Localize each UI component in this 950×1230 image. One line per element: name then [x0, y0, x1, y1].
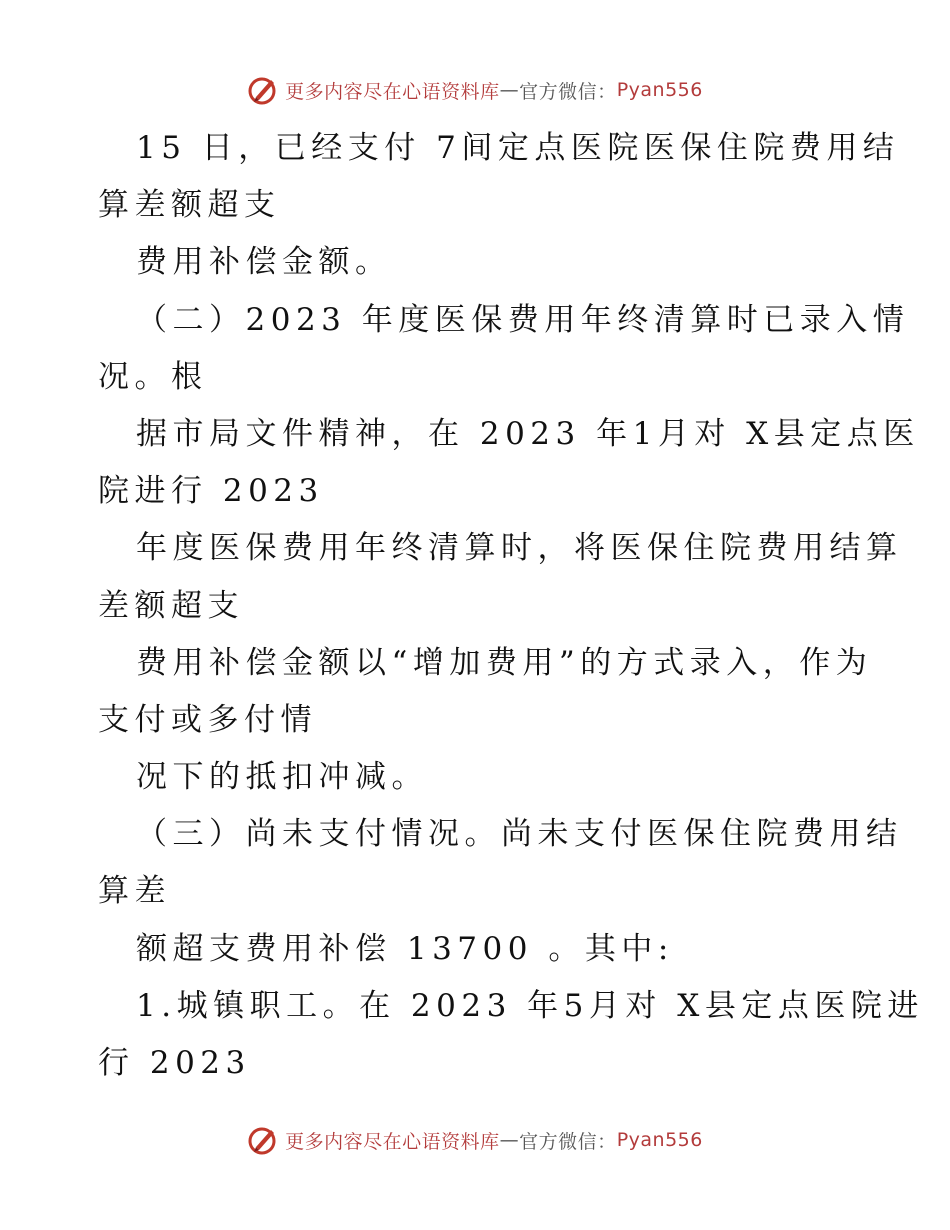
- text-line: 行 2023: [98, 1045, 251, 1081]
- text-line: 费用补偿金额。: [136, 244, 392, 281]
- text-line: 算差: [98, 873, 171, 910]
- banner-sub-text: 官方微信：: [519, 80, 617, 103]
- banner-main-text: 更多内容尽在心语资料库: [285, 80, 500, 103]
- text-line: 况下的抵扣冲减。: [136, 759, 428, 796]
- text-line: 额超支费用补偿 13700 。其中:: [136, 930, 674, 967]
- banner-dash: —: [499, 1129, 520, 1151]
- banner-dash: —: [499, 79, 520, 101]
- document-body: [98, 120, 924, 1092]
- text-line: 支付或多付情: [98, 701, 317, 738]
- text-line: 院进行 2023: [98, 473, 324, 510]
- text-line: 1.城镇职工。在 2023 年5月对 X县定点医院进: [136, 987, 924, 1024]
- banner-wechat-id: Pyan556: [616, 1129, 703, 1151]
- banner-sub-text: 官方微信：: [519, 1130, 617, 1153]
- text-line: 年度医保费用年终清算时，将医保住院费用结算: [136, 530, 903, 567]
- text-line: 费用补偿金额以“增加费用”的方式录入，作为: [136, 644, 873, 681]
- pen-logo-icon: [247, 74, 279, 106]
- text-line: 差额超支: [98, 587, 244, 624]
- text-line: 算差额超支: [98, 187, 281, 224]
- text-line: （二）2023 年度医保费用年终清算时已录入情: [136, 301, 910, 338]
- footer-watermark-banner: [0, 1120, 950, 1160]
- text-line: 况。根: [98, 358, 208, 395]
- banner-main-text: 更多内容尽在心语资料库: [285, 1130, 500, 1153]
- header-watermark-banner: [0, 70, 950, 110]
- banner-wechat-id: Pyan556: [616, 79, 703, 101]
- pen-logo-icon: [247, 1124, 279, 1156]
- text-line: 据市局文件精神，在 2023 年1月对 X县定点医: [136, 415, 920, 452]
- text-line: 15 日，已经支付 7间定点医院医保住院费用结: [136, 130, 900, 166]
- text-line: （三）尚未支付情况。尚未支付医保住院费用结: [136, 816, 903, 853]
